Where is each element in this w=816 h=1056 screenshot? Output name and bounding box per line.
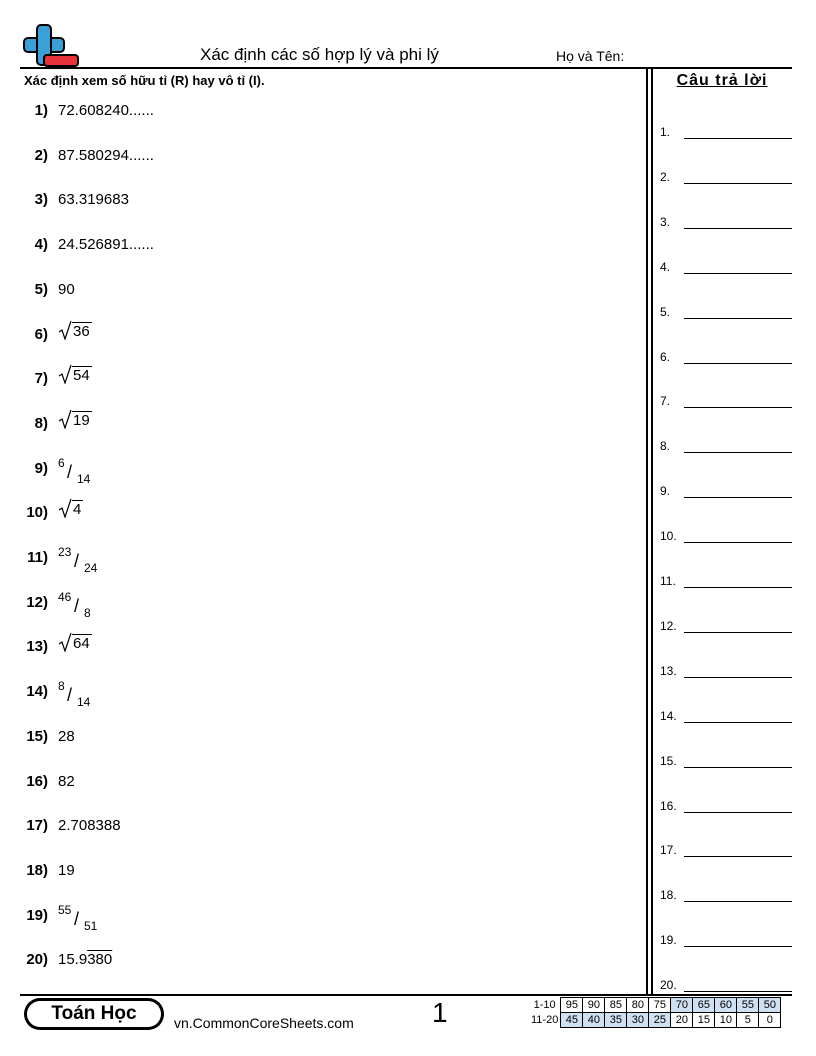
answer-number: 5. (660, 304, 671, 319)
answer-line (660, 349, 792, 364)
question-value (58, 364, 92, 388)
question-number: 19) (26, 906, 48, 924)
header-divider (20, 67, 792, 69)
question-item (20, 728, 75, 756)
question-value (58, 951, 112, 968)
question-item (20, 322, 92, 354)
answer-blank (684, 124, 792, 139)
answer-line (660, 618, 792, 633)
denominator: 14 (77, 471, 91, 486)
square-root (58, 409, 92, 429)
score-cell: 35 (605, 1013, 627, 1028)
column-divider (646, 69, 648, 995)
radical-sign-icon (58, 409, 72, 429)
denominator: 24 (84, 561, 98, 575)
numerator: 8 (58, 679, 65, 694)
question-item (20, 589, 118, 622)
score-table (528, 997, 781, 1028)
question-item (20, 147, 154, 175)
name-label: Họ và Tên: (556, 48, 625, 64)
question-value (58, 902, 118, 937)
question-number: 9) (34, 459, 48, 477)
question-number: 3) (34, 191, 48, 209)
answer-number: 9. (660, 484, 671, 499)
score-cell: 15 (693, 1013, 715, 1028)
instructions: Xác định xem số hữu tỉ (R) hay vô tỉ (I). (24, 73, 265, 88)
score-cell: 10 (715, 1013, 737, 1028)
site-url: vn.CommonCoreSheets.com (174, 1015, 354, 1031)
question-value (58, 681, 118, 713)
score-cell: 50 (759, 998, 781, 1013)
answer-blank (684, 169, 792, 184)
answer-number: 14. (660, 708, 677, 723)
answer-line (660, 753, 792, 768)
question-item (20, 545, 118, 577)
question-value: 28 (58, 727, 75, 745)
question-item (20, 501, 83, 532)
question-number: 7) (34, 370, 48, 388)
question-number: 12) (26, 593, 48, 611)
answer-blank (684, 214, 792, 229)
question-value (58, 409, 92, 433)
answer-line (660, 528, 792, 543)
question-item (20, 236, 154, 264)
answer-number: 4. (660, 259, 671, 274)
question-number: 10) (26, 504, 48, 522)
brand-label: Toán Học (27, 1001, 161, 1027)
fraction-slash: / (74, 551, 80, 571)
question-number: 16) (26, 772, 48, 790)
score-row (528, 1013, 781, 1028)
question-number: 6) (34, 325, 48, 343)
answer-line (660, 798, 792, 813)
question-value: 24.526891...... (58, 236, 154, 254)
question-number: 18) (26, 861, 48, 879)
answer-line (660, 977, 792, 992)
question-item (20, 635, 92, 666)
decimal-part: 15.9 (58, 951, 88, 969)
question-item (20, 455, 118, 488)
question-number: 11) (27, 549, 48, 566)
question-value (58, 455, 118, 490)
score-cell: 0 (759, 1013, 781, 1028)
score-row-label: 1-10 (533, 999, 556, 1011)
radical-sign-icon (58, 632, 72, 652)
question-number: 20) (26, 951, 48, 969)
answer-blank (684, 393, 792, 408)
score-cell: 25 (649, 1013, 671, 1028)
answer-line (660, 842, 792, 857)
question-number: 5) (34, 280, 48, 298)
brand-badge (24, 998, 164, 1030)
answer-number: 17. (660, 843, 677, 858)
denominator: 14 (77, 695, 91, 710)
answer-number: 10. (660, 529, 677, 544)
answer-blank (684, 842, 792, 857)
question-value: 72.608240...... (58, 102, 154, 119)
radicand: 64 (73, 635, 90, 653)
answer-blank (684, 438, 792, 453)
radicand: 19 (73, 411, 90, 429)
radical-sign-icon (58, 498, 72, 518)
score-cell: 45 (561, 1013, 583, 1028)
answer-number: 16. (660, 798, 677, 813)
answer-line (660, 124, 792, 139)
fraction (58, 681, 118, 709)
answer-number: 11. (660, 574, 676, 588)
score-cell: 70 (671, 998, 693, 1013)
numerator: 23 (58, 545, 72, 559)
score-cell: 95 (561, 998, 583, 1013)
question-item (20, 367, 92, 398)
page-number: 1 (432, 997, 448, 1028)
score-cell: 80 (627, 998, 649, 1013)
answer-blank (684, 932, 792, 947)
repeating-digits: 380 (87, 951, 113, 969)
question-item (20, 902, 118, 935)
score-cell: 60 (715, 998, 737, 1013)
question-item (20, 773, 75, 801)
question-number: 8) (34, 414, 48, 432)
fraction-slash: / (74, 595, 80, 616)
score-row (528, 998, 781, 1013)
radicand: 4 (73, 501, 82, 519)
fraction (58, 455, 118, 486)
logo-icon (22, 24, 80, 68)
question-value: 90 (58, 280, 75, 298)
question-value: 19 (58, 861, 75, 879)
score-cell: 65 (693, 998, 715, 1013)
answer-line (660, 887, 792, 902)
denominator: 8 (84, 605, 91, 620)
answer-blank (684, 753, 792, 768)
question-value (58, 547, 118, 579)
answer-line (660, 573, 792, 588)
numerator: 46 (58, 589, 72, 604)
question-value (58, 632, 92, 656)
answer-line (660, 259, 792, 274)
answer-number: 1. (660, 125, 671, 139)
question-item (20, 191, 129, 219)
numerator: 55 (58, 902, 72, 917)
answer-number: 12. (660, 618, 677, 633)
answer-number: 15. (660, 753, 677, 768)
answer-number: 8. (660, 439, 671, 454)
score-cell: 30 (627, 1013, 649, 1028)
question-value: 2.708388 (58, 817, 121, 835)
answer-blank (684, 708, 792, 723)
score-cell: 40 (583, 1013, 605, 1028)
square-root (58, 632, 92, 652)
footer-divider (20, 994, 792, 996)
score-cell: 55 (737, 998, 759, 1013)
question-item (20, 951, 112, 979)
answer-line (660, 393, 792, 408)
answer-line (660, 304, 792, 319)
page-title: Xác định các số hợp lý và phi lý (200, 45, 439, 64)
fraction-slash: / (67, 461, 73, 482)
question-item (20, 817, 121, 845)
question-value: 87.580294...... (58, 146, 154, 164)
question-value: 63.319683 (58, 191, 129, 209)
answer-number: 20. (660, 978, 677, 993)
square-root (58, 498, 83, 518)
question-number: 13) (26, 638, 48, 656)
answer-blank (684, 304, 792, 319)
question-item (20, 679, 118, 711)
score-cell: 5 (737, 1013, 759, 1028)
fraction (58, 589, 118, 620)
question-item (20, 281, 75, 309)
answer-blank (684, 798, 792, 813)
question-number: 4) (34, 236, 48, 254)
answer-line (660, 214, 792, 229)
question-number: 1) (34, 102, 48, 119)
answer-number: 18. (660, 888, 677, 903)
answer-line (660, 663, 792, 678)
answer-line (660, 438, 792, 453)
answer-heading: Câu trả lời (676, 72, 768, 89)
answer-blank (684, 977, 792, 992)
answer-number: 19. (660, 933, 677, 948)
answer-blank (684, 528, 792, 543)
fraction (58, 547, 118, 575)
answer-blank (684, 573, 792, 588)
question-number: 15) (26, 727, 48, 745)
denominator: 51 (84, 918, 98, 933)
score-cell: 20 (671, 1013, 693, 1028)
column-divider (651, 69, 653, 995)
answer-number: 3. (660, 214, 671, 229)
answer-blank (684, 618, 792, 633)
answer-number: 2. (660, 169, 671, 184)
answer-blank (684, 349, 792, 364)
answer-blank (684, 259, 792, 274)
score-cell: 75 (649, 998, 671, 1013)
question-number: 14) (26, 683, 48, 701)
question-item (20, 411, 92, 443)
fraction (58, 902, 118, 933)
answer-blank (684, 483, 792, 498)
score-cell: 85 (605, 998, 627, 1013)
answer-blank (684, 887, 792, 902)
answer-number: 6. (660, 349, 671, 364)
square-root (58, 364, 92, 384)
answer-line (660, 932, 792, 947)
question-value: 82 (58, 772, 75, 790)
score-row-label: 11-20 (531, 1014, 559, 1026)
question-value (58, 589, 118, 624)
question-value (58, 320, 92, 344)
answer-line (660, 483, 792, 498)
radical-sign-icon (58, 364, 72, 384)
question-number: 17) (26, 817, 48, 835)
radicand: 36 (73, 322, 90, 340)
question-number: 2) (34, 146, 48, 164)
question-item (20, 102, 154, 130)
fraction-slash: / (67, 685, 73, 706)
question-value (58, 498, 83, 522)
numerator: 6 (58, 455, 65, 470)
fraction-slash: / (74, 908, 80, 929)
square-root (58, 320, 92, 340)
radical-sign-icon (58, 320, 72, 340)
answer-line (660, 169, 792, 184)
radicand: 54 (73, 367, 90, 385)
answer-number: 7. (660, 394, 671, 409)
score-cell: 90 (583, 998, 605, 1013)
answer-blank (684, 663, 792, 678)
answer-line (660, 708, 792, 723)
answer-number: 13. (660, 663, 677, 678)
question-item (20, 862, 75, 890)
